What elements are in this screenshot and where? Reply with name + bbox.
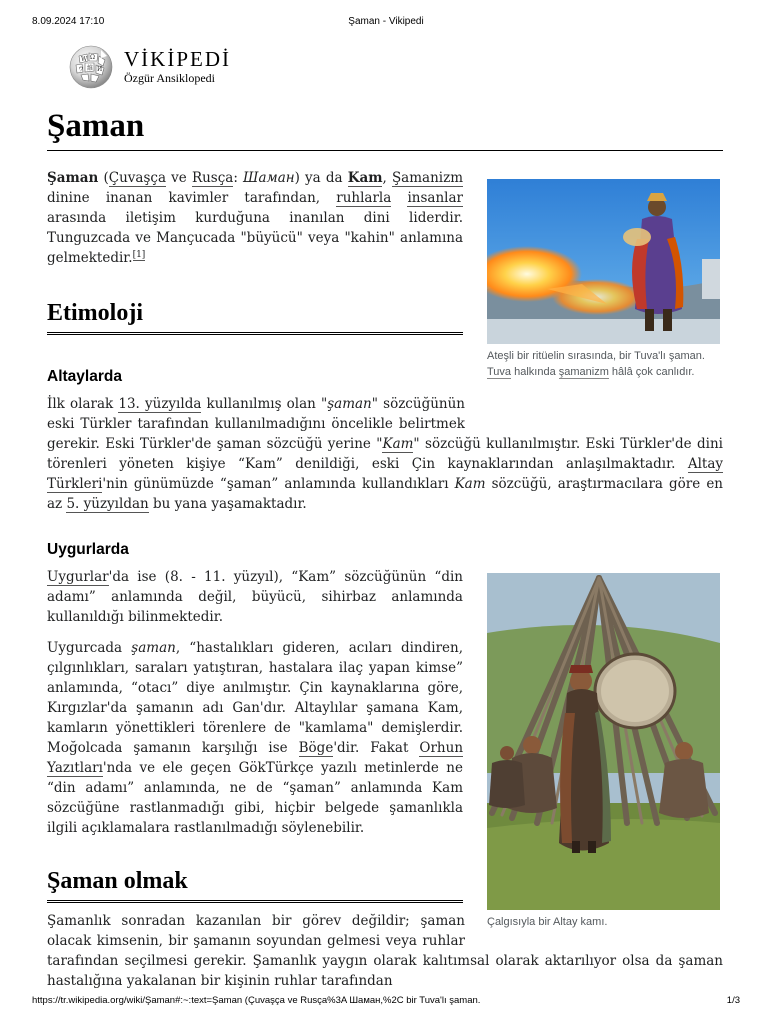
link-uygurlar[interactable]: Uygurlar [47,569,109,585]
altay-kam-photo[interactable] [487,573,720,910]
site-tagline: Özgür Ansiklopedi [124,71,215,85]
link-samanizm-caption[interactable]: şamanizm [558,366,609,378]
link-ruhlarla[interactable]: ruhlarla [336,190,392,206]
saman-olmak-paragraph: Şamanlık sonradan kazanılan bir görev değildir; şaman olacak kimsenin, bir şamanın soyundan gelmesi veya ruhlar tarafından seçilmesi gerekir. Şamanlık yaygın olarak kalıtımsal olarak aktarılıyor olsa da şaman hastalığına yakalanan bir kişinin ruhlar tarafından [47,913,723,989]
link-kam[interactable]: Kam [347,170,383,186]
intro-paragraph: Şaman (Çuvaşça ve Rusça: Шаман) ya da Kam, Şamanizm dinine inanan kavimler tarafından, ruhlarla insanlar arasında iletişim kurduğuna inanılan dini liderdir. Tunguzcada ve Mançucada "büyücü" veya "kahin" anlamına gelmektedir.[1] [47,170,464,266]
link-orhun-yazitlari[interactable]: Orhun Yazıtları [47,740,464,776]
link-boge[interactable]: Böge [298,740,334,756]
page-title: Şaman [47,106,723,151]
link-insanlar[interactable]: insanlar [407,190,463,206]
svg-text:W: W [81,56,88,63]
figure1-caption: Ateşli bir ritüelin sırasında, bir Tuva'lı şaman. Tuva halkında şamanizm hâlâ çok canlıdır. [487,350,705,378]
tuva-shaman-photo[interactable] [487,179,720,344]
print-page-number: 1/3 [726,995,740,1006]
svg-text:維: 維 [87,65,94,72]
site-wordmark[interactable] [124,48,231,85]
link-kam-2[interactable]: Kam [382,436,414,452]
print-footer [32,995,740,1009]
site-name: VİKİPEDİ [124,47,231,71]
link-13-yuzyil[interactable]: 13. yüzyılda [118,396,202,412]
reference-1[interactable]: [1] [132,249,146,260]
link-samanizm[interactable]: Şamanizm [391,170,464,186]
uygurlarda-paragraph-1: Uygurlar'da ise (8. - 11. yüzyıl), “Kam” sözcüğünün “din adamı” anlamında değil, büyücü, sihirbaz anlamında kullanıldığı bilinmektedir. [47,569,463,625]
link-cuvasca[interactable]: Çuvaşça [108,170,167,186]
section-saman-olmak: Şaman olmak [47,866,463,903]
print-datetime: 8.09.2024 17:10 [32,16,105,27]
svg-text:ウ: ウ [78,66,85,73]
svg-text:Ω: Ω [90,54,95,61]
print-url: https://tr.wikipedia.org/wiki/Şaman#:~:text=Şaman (Çuvaşça ve Rusça%3A Шаман,%2C bir Tuva'lı şaman. [32,995,481,1006]
link-rusca[interactable]: Rusça [191,170,234,186]
subsection-altaylarda: Altaylarda [47,368,122,385]
section-etimoloji: Etimoloji [47,298,463,335]
russian-term: Шаман [243,170,295,186]
wikipedia-globe-icon[interactable] [67,44,115,90]
link-5-yuzyil[interactable]: 5. yüzyıldan [66,496,149,512]
subsection-uygurlarda: Uygurlarda [47,541,129,558]
figure2-caption: Çalgısıyla bir Altay kamı. [487,916,608,928]
uygurlarda-paragraph-2: Uygurcada şaman, “hastalıkları gideren, acıları dindiren, çılgınlıkları, saraları yatıştıran, hastalara ilaç yapan kimse” anlamında, “otacı” diye anılmıştır. Çin kaynaklarına göre, Kırgızlar'da şamanın adı Gan'dır. Altaylılar şamana Kam, kamların yönettikleri törenlere de "kamlama" demişlerdir. Moğolcada şamanın karşılığı ise Böge'dir. Fakat Orhun Yazıtları'nda ve ele geçen GökTürkçe yazılı metinlerde ne “din adamı” anlamında, ne de “şaman” anlamında Kam sözcüğüne rastlanmadığı gibi, hiçbir belgede şamanlıkla ilgili açıklamalara rastlanılmadığı söylenebilir. [47,640,464,836]
intro-term: Şaman [47,170,99,186]
link-tuva[interactable]: Tuva [487,366,512,378]
svg-text:И: И [97,66,103,73]
print-page-title: Şaman - Vikipedi [348,16,424,27]
print-header [32,16,740,30]
altaylarda-text: İlk olarak 13. yüzyılda kullanılmış olan "şaman" sözcüğünün eski Türkler tarafından kullanılmadığını öncelikle belirtmek gerekir. Eski Türkler'de şaman sözcüğü yerine "Kam" sözcüğü kullanılmıştır. Eski Türkler'de dini törenleri yöneten kişiye “Kam” denildiği, eski Çin kaynaklarından anlaşılmaktadır. Altay Türkleri'nin günümüzde “şaman” anlamında kullandıkları Kam sözcüğü, araştırmacılara göre en az 5. yüzyıldan bu yana yaşamaktadır. [47,396,723,512]
link-altay-turkleri[interactable]: Altay Türkleri [47,456,723,492]
